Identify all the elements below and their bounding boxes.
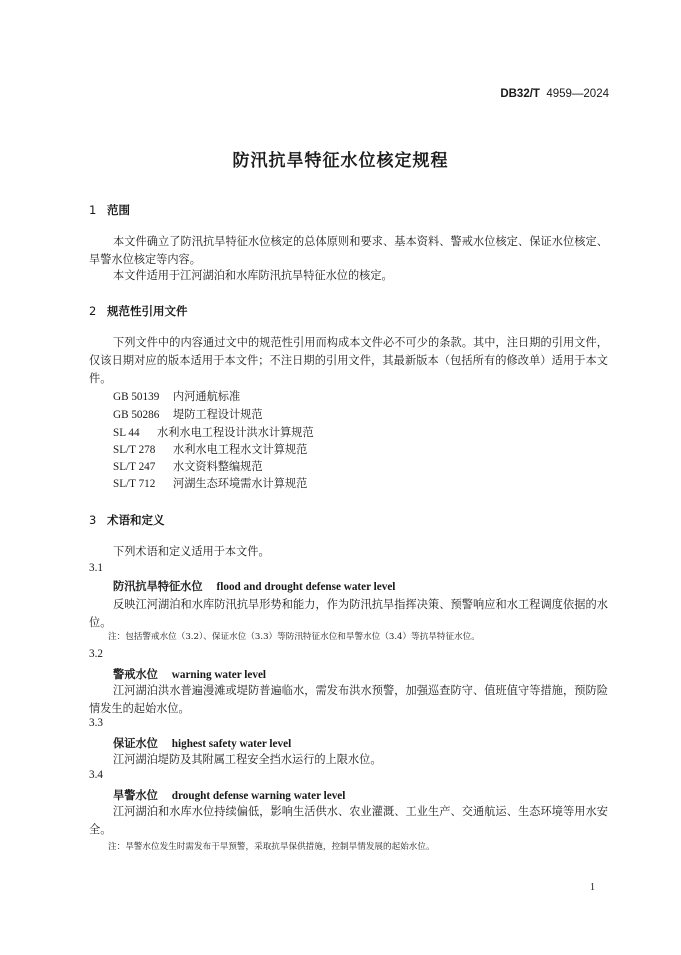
section-1-paragraph-1: 本文件确立了防汛抗旱特征水位核定的总体原则和要求、基本资料、警戒水位核定、保证水位核定、旱警水位核定等内容。 bbox=[89, 235, 608, 266]
reference-item: SL/T 278 水利水电工程水文计算规范 bbox=[113, 443, 308, 456]
document-title: 防汛抗旱特征水位核定规程 bbox=[232, 151, 449, 171]
term-number: 3.1 bbox=[89, 562, 103, 574]
term-definition: 江河湖泊洪水普遍漫滩或堤防普遍临水，需发布洪水预警，加强巡查防守、值班值守等措施，预防险情发生的起始水位。 bbox=[89, 684, 608, 715]
reference-item: SL/T 712 河湖生态环境需水计算规范 bbox=[113, 477, 308, 490]
reference-item: GB 50139 内河通航标准 bbox=[113, 390, 241, 403]
term-number: 3.4 bbox=[89, 769, 103, 781]
section-1-heading: 1 范围 bbox=[89, 203, 130, 217]
term-number: 3.2 bbox=[89, 648, 103, 660]
term-definition: 反映江河湖泊和水库防汛抗旱形势和能力，作为防汛抗旱指挥决策、预警响应和水工程调度依据的水位。 bbox=[89, 598, 608, 629]
term-title: 警戒水位 warning water level bbox=[113, 668, 267, 681]
section-2-heading: 2 规范性引用文件 bbox=[89, 304, 188, 318]
reference-item: SL 44 水利水电工程设计洪水计算规范 bbox=[113, 426, 314, 439]
document-code: DB32/T 4959—2024 bbox=[500, 88, 609, 100]
reference-item: GB 50286 堤防工程设计规范 bbox=[113, 408, 263, 421]
term-title: 旱警水位 drought defense warning water level bbox=[113, 789, 346, 802]
term-title: 保证水位 highest safety water level bbox=[113, 737, 292, 750]
page-number: 1 bbox=[590, 882, 595, 893]
term-note: 注：旱警水位发生时需发布干旱预警，采取抗旱保供措施，控制旱情发展的起始水位。 bbox=[108, 842, 435, 852]
term-definition: 江河湖泊堤防及其附属工程安全挡水运行的上限水位。 bbox=[113, 753, 382, 766]
term-note: 注：包括警戒水位（3.2）、保证水位（3.3）等防汛特征水位和旱警水位（3.4）等抗旱特征水位。 bbox=[108, 632, 480, 642]
term-title: 防汛抗旱特征水位 flood and drought defense water level bbox=[113, 580, 396, 593]
term-definition: 江河湖泊和水库水位持续偏低，影响生活供水、农业灌溉、工业生产、交通航运、生态环境等用水安全。 bbox=[89, 805, 608, 836]
section-3-intro: 下列术语和定义适用于本文件。 bbox=[113, 545, 270, 558]
term-number: 3.3 bbox=[89, 717, 103, 729]
reference-item: SL/T 247 水文资料整编规范 bbox=[113, 460, 263, 473]
section-3-heading: 3 术语和定义 bbox=[89, 513, 165, 527]
section-2-paragraph: 下列文件中的内容通过文中的规范性引用而构成本文件必不可少的条款。其中，注日期的引用文件，仅该日期对应的版本适用于本文件；不注日期的引用文件，其最新版本（包括所有的修改单）适用于本文件。 bbox=[89, 336, 608, 385]
section-1-paragraph-2: 本文件适用于江河湖泊和水库防汛抗旱特征水位的核定。 bbox=[113, 269, 393, 282]
